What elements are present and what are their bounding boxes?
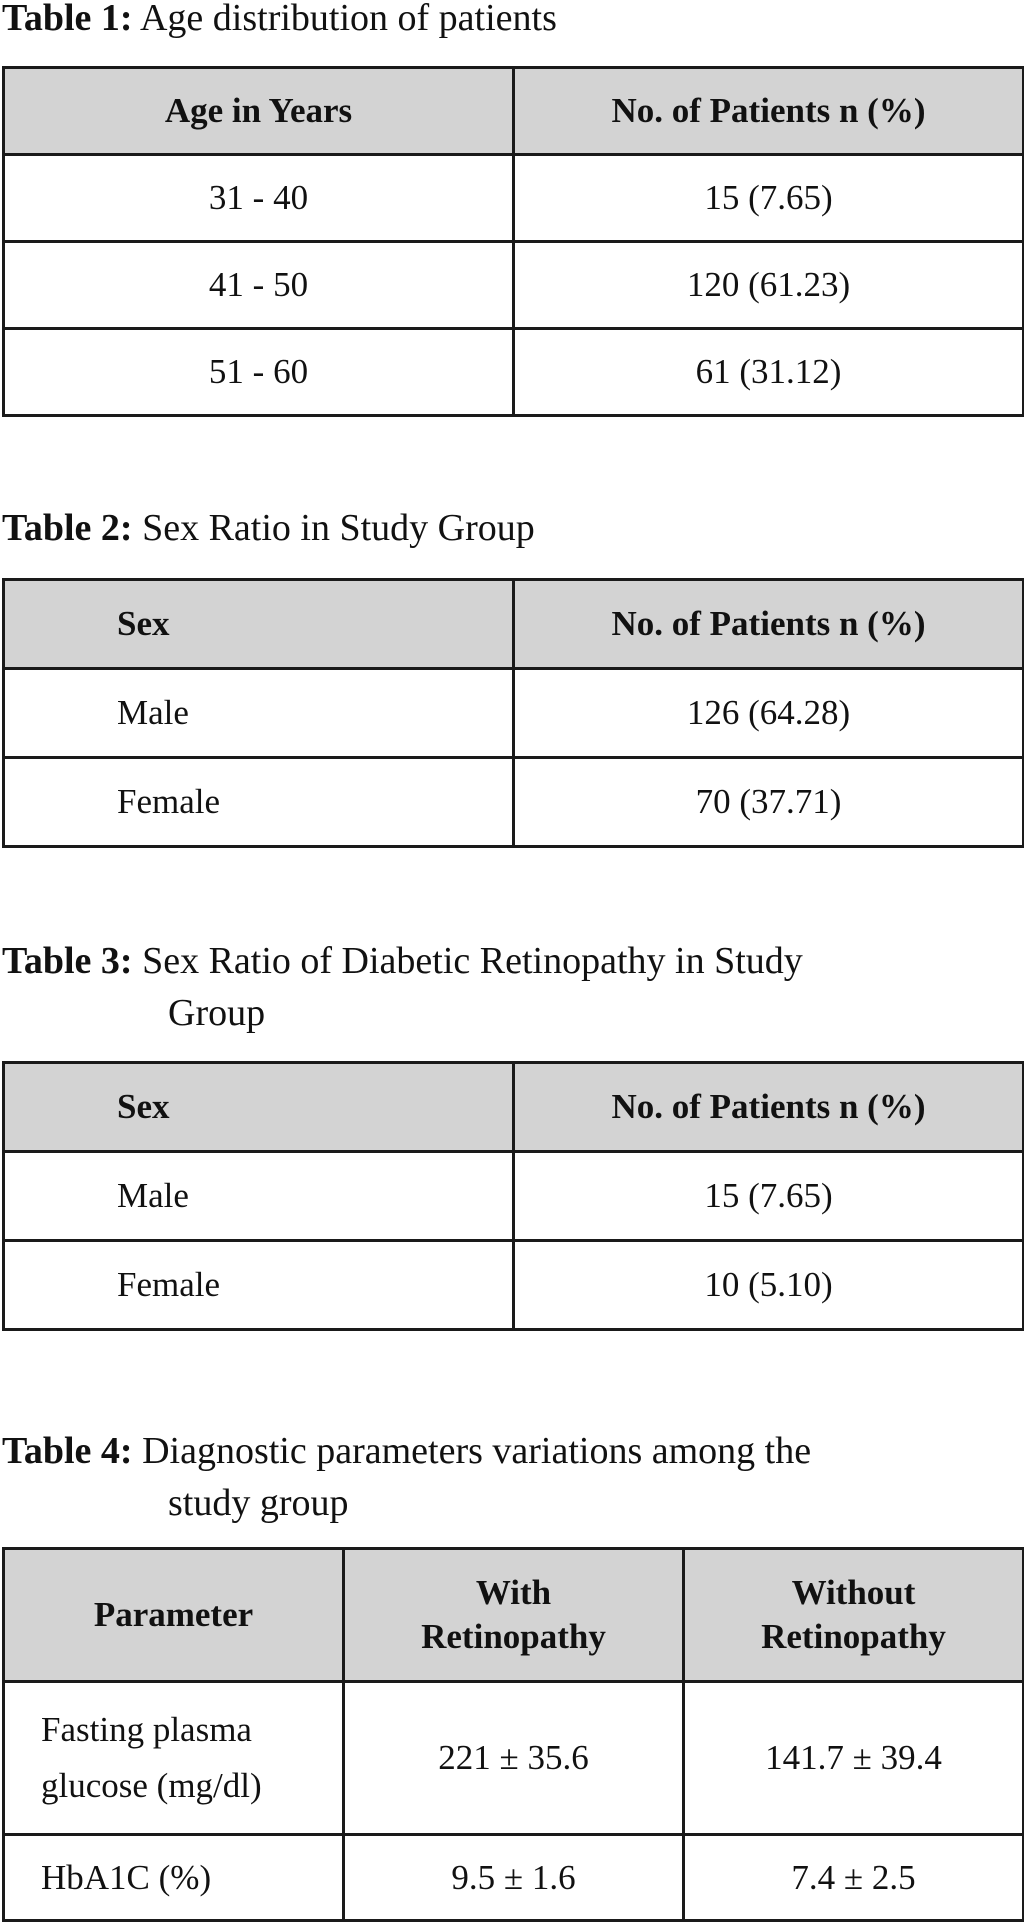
table-row [4, 669, 1024, 758]
table-row [4, 1241, 1024, 1330]
table3-title-line1: Sex Ratio of Diabetic Retinopathy in Study [142, 940, 803, 982]
table2-cell-sex: Female [4, 758, 514, 847]
table4-cell-without: 141.7 ± 39.4 [684, 1682, 1024, 1835]
table3 [2, 1061, 1024, 1331]
table1-cell-age: 31 - 40 [4, 155, 514, 242]
table3-title-line2: Group [168, 992, 266, 1034]
table4-header-with [344, 1549, 684, 1682]
table1-cell-age: 51 - 60 [4, 329, 514, 416]
table1-header-age: Age in Years [4, 68, 514, 155]
table-row [4, 1682, 1024, 1835]
table-row [4, 329, 1024, 416]
table4-cell-parameter-line1: Fasting plasma [41, 1710, 252, 1749]
table-row [4, 758, 1024, 847]
table2-cell-patients: 126 (64.28) [514, 669, 1024, 758]
table1-cell-age: 41 - 50 [4, 242, 514, 329]
table2-title: Sex Ratio in Study Group [142, 507, 535, 549]
table4-cell-parameter-line2: glucose (mg/dl) [41, 1766, 262, 1805]
table1-header-patients: No. of Patients n (%) [514, 68, 1024, 155]
table2-header-patients: No. of Patients n (%) [514, 580, 1024, 669]
table4-title-line2: study group [168, 1482, 349, 1524]
table-row [4, 155, 1024, 242]
table2-header-sex: Sex [4, 580, 514, 669]
table3-cell-patients: 10 (5.10) [514, 1241, 1024, 1330]
table2-caption [2, 502, 535, 554]
table2-header-row [4, 580, 1024, 669]
table1-label: Table 1: [2, 0, 133, 39]
table4-header-with-line1: With [475, 1573, 552, 1612]
table4-cell-with: 9.5 ± 1.6 [344, 1835, 684, 1921]
table4-title-line1: Diagnostic parameters variations among the [142, 1430, 812, 1472]
table4-cell-parameter: HbA1C (%) [4, 1835, 344, 1921]
table2-cell-patients: 70 (37.71) [514, 758, 1024, 847]
table2 [2, 578, 1024, 848]
table1-caption [2, 0, 557, 44]
table-row [4, 242, 1024, 329]
table1-header-row [4, 68, 1024, 155]
table1-cell-patients: 120 (61.23) [514, 242, 1024, 329]
table4 [2, 1547, 1024, 1922]
table1-cell-patients: 15 (7.65) [514, 155, 1024, 242]
table3-cell-patients: 15 (7.65) [514, 1152, 1024, 1241]
table3-caption [2, 935, 803, 1039]
table1 [2, 66, 1024, 417]
table3-cell-sex: Male [4, 1152, 514, 1241]
table4-cell-without: 7.4 ± 2.5 [684, 1835, 1024, 1921]
table4-header-without-line1: Without [791, 1573, 916, 1612]
table2-label: Table 2: [2, 507, 133, 549]
table4-header-without-line2: Retinopathy [761, 1617, 946, 1656]
table3-cell-sex: Female [4, 1241, 514, 1330]
table4-header-row [4, 1549, 1024, 1682]
table4-cell-with: 221 ± 35.6 [344, 1682, 684, 1835]
table-row [4, 1152, 1024, 1241]
table4-cell-parameter [4, 1682, 344, 1835]
table2-cell-sex: Male [4, 669, 514, 758]
table4-header-without [684, 1549, 1024, 1682]
table-row [4, 1835, 1024, 1921]
table4-label: Table 4: [2, 1430, 133, 1472]
table3-header-patients: No. of Patients n (%) [514, 1063, 1024, 1152]
table3-header-sex: Sex [4, 1063, 514, 1152]
table3-label: Table 3: [2, 940, 133, 982]
table4-header-with-line2: Retinopathy [421, 1617, 606, 1656]
table4-caption [2, 1425, 811, 1529]
table1-title: Age distribution of patients [139, 0, 557, 39]
table1-cell-patients: 61 (31.12) [514, 329, 1024, 416]
table3-header-row [4, 1063, 1024, 1152]
table4-header-parameter: Parameter [4, 1549, 344, 1682]
